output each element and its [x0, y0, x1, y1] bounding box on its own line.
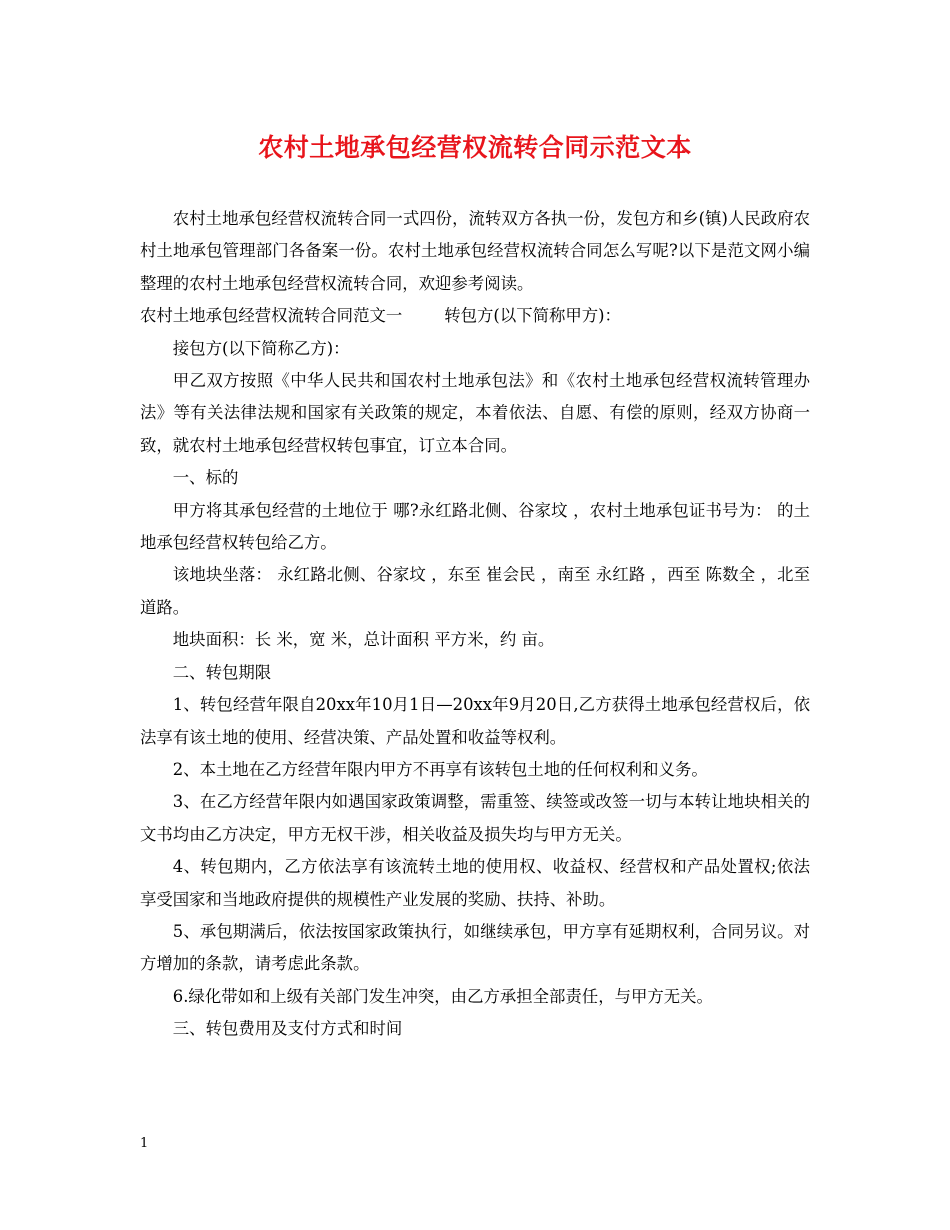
section-heading-3: 三、转包费用及支付方式和时间 — [172, 1019, 403, 1039]
clause-2-2: 2、本土地在乙方经营年限内甲方不再享有该转包土地的任何权利和义务。 — [172, 759, 708, 779]
document-page — [140, 0, 810, 1230]
paragraph-intro: 农村土地承包经营权流转合同一式四份，流转双方各执一份，发包方和乡(镇)人民政府农村土地承包管理部门各备案一份。农村土地承包经营权流转合同怎么写呢?以下是范文网小编整理的农村土地承包经营权流转合同，欢迎参考阅读。 — [140, 209, 810, 293]
paragraph-land-area: 地块面积：长 米，宽 米，总计面积 平方米，约 亩。 — [172, 630, 555, 650]
paragraph-basis: 甲乙双方按照《中华人民共和国农村土地承包法》和《农村土地承包经营权流转管理办法》等有关法律法规和国家有关政策的规定，本着依法、自愿、有偿的原则，经双方协商一致，就农村土地承包经营权转包事宜，订立本合同。 — [140, 371, 810, 455]
document-title: 农村土地承包经营权流转合同示范文本 — [258, 133, 692, 162]
section-heading-1: 一、标的 — [172, 468, 239, 488]
page-number: 1 — [140, 1136, 149, 1151]
document-body — [140, 203, 810, 1046]
paragraph-land-boundary: 该地块坐落： 永红路北侧、谷家坟 ，东至 崔会民 ，南至 永红路 ，西至 陈数全 ，北至道路。 — [140, 565, 810, 617]
transferor-line: 转包方(以下简称甲方)： — [444, 306, 621, 326]
clause-2-5: 5、承包期满后，依法按国家政策执行，如继续承包，甲方享有延期权利，合同另议。对方增加的条款，请考虑此条款。 — [140, 921, 810, 974]
paragraph-receiver: 接包方(以下简称乙方)： — [172, 338, 350, 358]
paragraph-sample-heading — [140, 300, 810, 332]
clause-2-6: 6.绿化带如和上级有关部门发生冲突，由乙方承担全部责任，与甲方无关。 — [172, 986, 713, 1006]
clause-2-4: 4、转包期内，乙方依法享有该流转土地的使用权、收益权、经营权和产品处置权;依法享受国家和当地政府提供的规模性产业发展的奖励、扶持、补助。 — [140, 857, 810, 909]
clause-2-3: 3、在乙方经营年限内如遇国家政策调整，需重签、续签或改签一切与本转让地块相关的文书均由乙方决定，甲方无权干涉，相关收益及损失均与甲方无关。 — [140, 792, 810, 844]
clause-2-1: 1、转包经营年限自20xx年10月1日—20xx年9月20日,乙方获得土地承包经营权后，依法享有该土地的使用、经营决策、产品处置和收益等权利。 — [140, 695, 810, 747]
paragraph-land-location: 甲方将其承包经营的土地位于 哪?永红路北侧、谷家坟 ，农村土地承包证书号为： 的土地承包经营权转包给乙方。 — [140, 500, 810, 553]
sample-heading: 农村土地承包经营权流转合同范文一 — [140, 306, 403, 326]
section-heading-2: 二、转包期限 — [172, 662, 272, 682]
